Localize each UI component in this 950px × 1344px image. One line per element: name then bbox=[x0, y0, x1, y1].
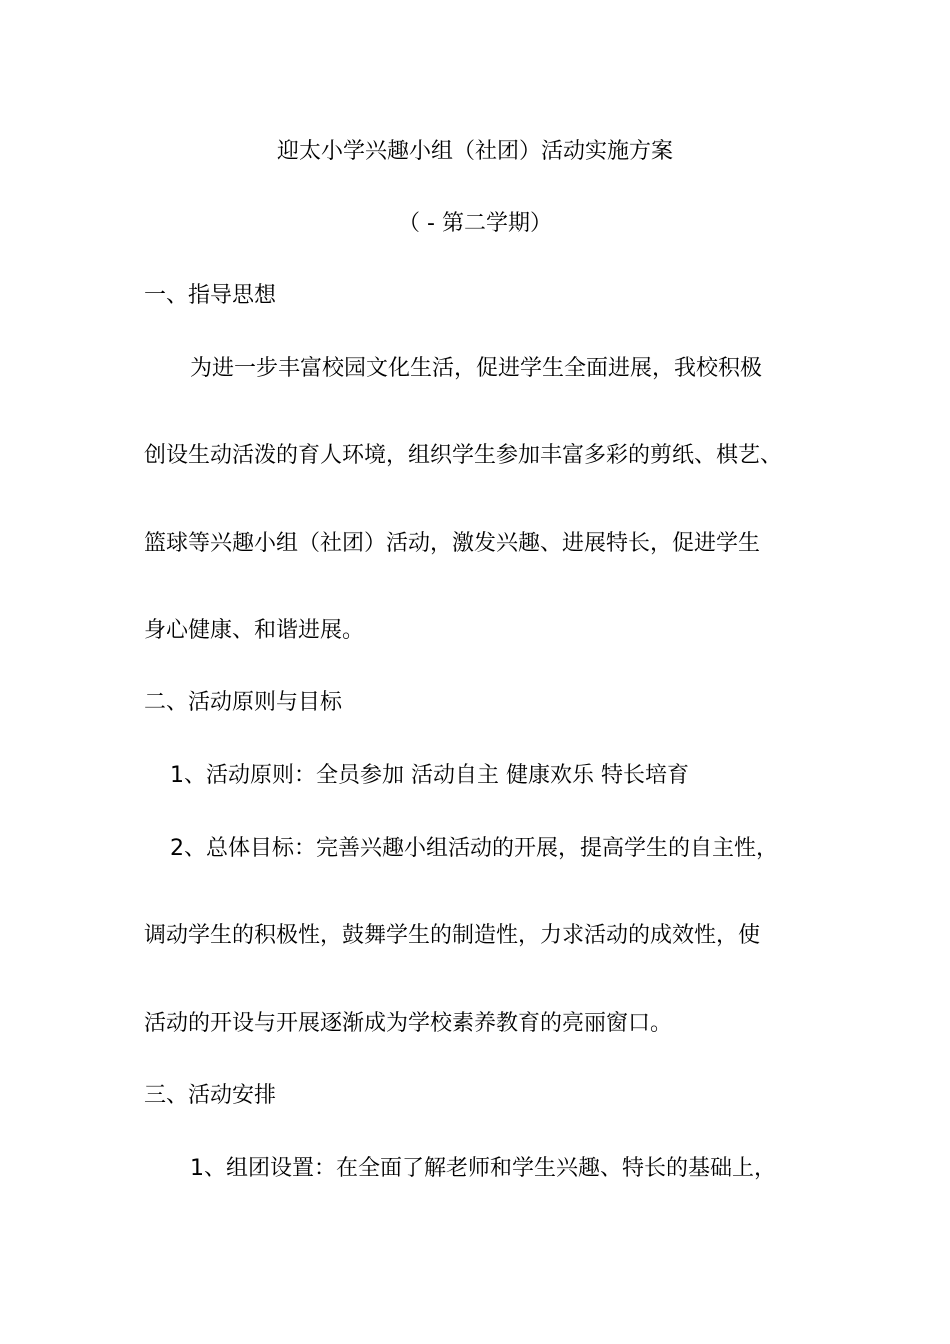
paragraph-line: 2、总体目标：完善兴趣小组活动的开展，提高学生的自主性， bbox=[170, 836, 778, 861]
paragraph-line: 创设生动活泼的育人环境，组织学生参加丰富多彩的剪纸、棋艺、 bbox=[144, 443, 783, 468]
paragraph-line: 1、组团设置：在全面了解老师和学生兴趣、特长的基础上， bbox=[190, 1156, 776, 1181]
paragraph-line: 篮球等兴趣小组（社团）活动，激发兴趣、进展特长，促进学生 bbox=[144, 531, 761, 556]
section-heading-principles-goals: 二、活动原则与目标 bbox=[144, 690, 343, 715]
document-subtitle: （ - 第二学期） bbox=[398, 211, 552, 236]
document-title: 迎太小学兴趣小组（社团）活动实施方案 bbox=[276, 139, 673, 164]
paragraph-line: 活动的开设与开展逐渐成为学校素养教育的亮丽窗口。 bbox=[144, 1011, 673, 1036]
paragraph-line: 身心健康、和谐进展。 bbox=[144, 618, 365, 643]
paragraph-line: 为进一步丰富校园文化生活，促进学生全面进展，我校积极 bbox=[190, 356, 763, 381]
paragraph-line: 1、活动原则：全员参加 活动自主 健康欢乐 特长培育 bbox=[170, 763, 689, 788]
section-heading-activity-arrangement: 三、活动安排 bbox=[144, 1083, 277, 1108]
paragraph-line: 调动学生的积极性，鼓舞学生的制造性，力求活动的成效性，使 bbox=[144, 923, 761, 948]
section-heading-guiding-ideology: 一、指导思想 bbox=[144, 283, 277, 308]
